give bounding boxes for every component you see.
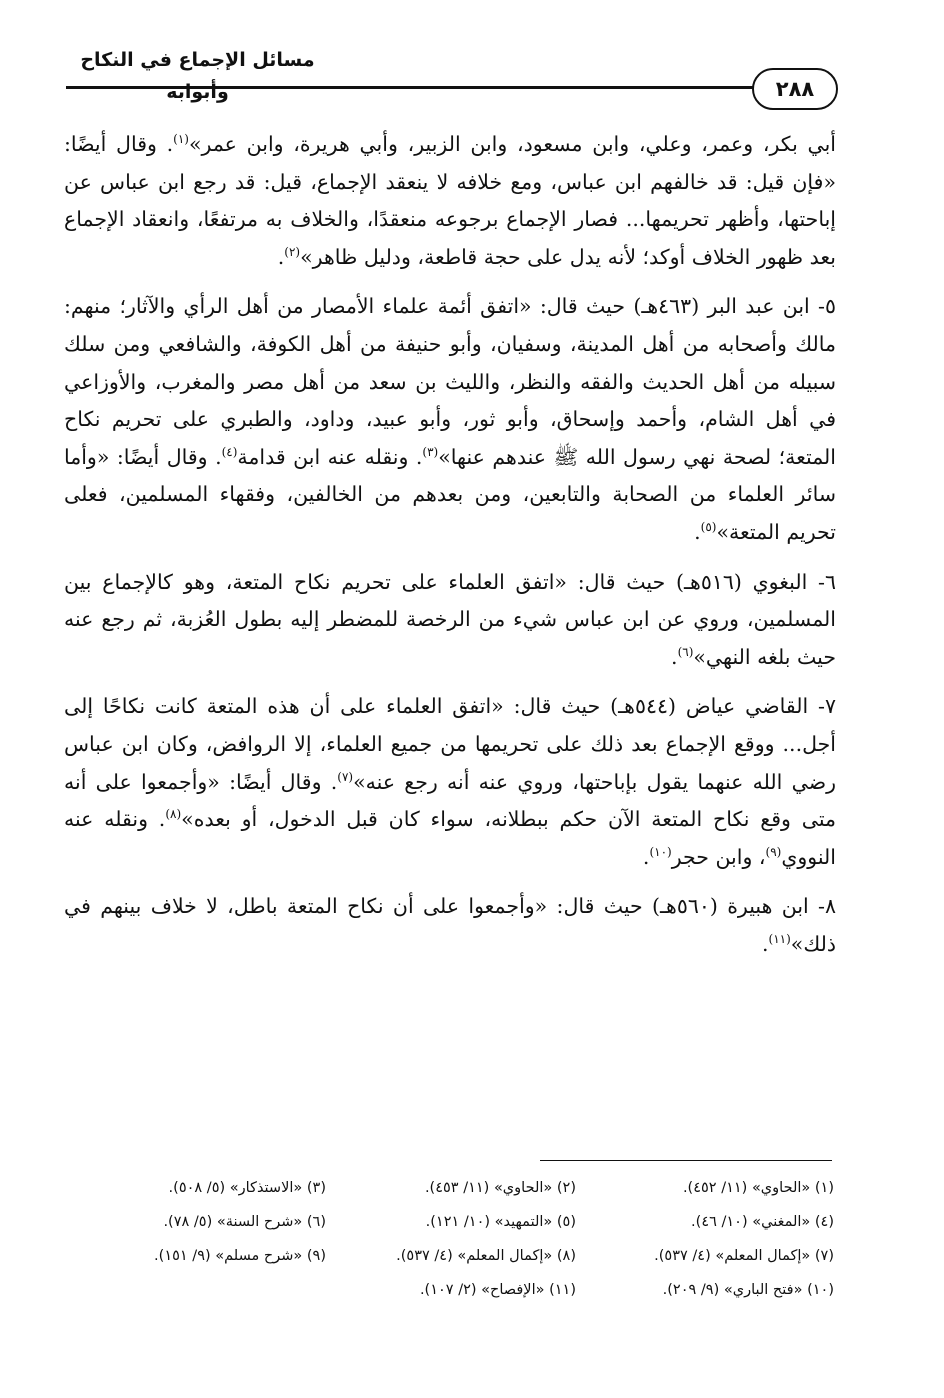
footnote-ref: (٥) <box>700 520 717 535</box>
paragraph: ٧- القاضي عياض (٥٤٤هـ) حيث قال: «اتفق العلماء على أن هذه المتعة كانت نكاحًا إلى أجل... ووقع الإجماع بعد ذلك على تحريمها من جميع العلماء، إلا الروافض، وكان ابن عباس رضي الله عنهما يقول بإباحتها، وروي عنه أنه رجع عنه»$^{(٧)}$. وقال أيضًا: «وأجمعوا على أنه متى وقع نكاح المتعة الآن حكم ببطلانه، سواء كان قبل الدخول، أو بعده»$^{(٨)}$. ونقله عنه النووي$^{(٩)}$، وابن حجر$^{(١٠)}$. <box>64 694 837 869</box>
footnote: (٨) «إكمال المعلم» (٤/ ٥٣٧). <box>396 1248 576 1264</box>
footnote: (٩) «شرح مسلم» (٩/ ١٥١). <box>154 1248 326 1264</box>
footnote-ref: (٧) <box>337 769 354 784</box>
footnote: (٧) «إكمال المعلم» (٤/ ٥٣٧). <box>654 1248 834 1264</box>
footnote: (٤) «المغني» (١٠/ ٤٦). <box>691 1214 834 1230</box>
paragraph: أبي بكر، وعمر، وعلي، وابن مسعود، وابن الزبير، وأبي هريرة، وابن عمر»$^{(١)}$. وقال أيضًا: «فإن قيل: قد خالفهم ابن عباس، ومع خلافه لا ينعقد الإجماع، قيل: قد رجع ابن عباس عن إباحتها، وأظهر تحريمها... فصار الإجماع برجوعه منعقدًا، والخلاف به مرتفعًا، وانعقاد الإجماع بعد ظهور الخلاف أوكد؛ لأنه يدل على حجة قاطعة، ودليل ظاهر»$^{(٢)}$. <box>64 132 836 269</box>
main-text <box>64 126 836 975</box>
paragraph: ٨- ابن هبيرة (٥٦٠هـ) حيث قال: «وأجمعوا على أن نكاح المتعة باطل، لا خلاف بينهم في ذلك»$^{(١١)}$. <box>64 894 837 956</box>
footnote: (١) «الحاوي» (١١/ ٤٥٢). <box>682 1180 834 1196</box>
page-number-badge: ٢٨٨ <box>752 68 838 110</box>
footnote-ref: (٩) <box>765 844 782 859</box>
paragraph: ٥- ابن عبد البر (٤٦٣هـ) حيث قال: «اتفق أئمة علماء الأمصار من أهل الرأي والآثار؛ منهم: مالك وأصحابه من أهل المدينة، وسفيان، وأبو حنيفة من أهل الكوفة، والشافعي ومن سلك سبيله من أهل الحديث والفقه والنظر، والليث بن سعد من أهل مصر والمغرب، والأوزاعي في أهل الشام، وأحمد وإسحاق، وأبو ثور، وأبو عبيد، وداود، والطبري على تحريم نكاح المتعة؛ لصحة نهي رسول الله ﷺ عندهم عنها»$^{(٣)}$. ونقله عنه ابن قدامة$^{(٤)}$. وقال أيضًا: «وأما سائر العلماء من الصحابة والتابعين، ومن بعدهم من الخالفين، وفقهاء المسلمين، فعلى تحريم المتعة»$^{(٥)}$. <box>64 294 836 544</box>
running-header-title: مسائل الإجماع في النكاح وأبوابه <box>80 49 315 103</box>
footnote-separator <box>540 1160 832 1161</box>
paragraph: ٦- البغوي (٥١٦هـ) حيث قال: «اتفق العلماء على تحريم نكاح المتعة، وهو كالإجماع بين المسلمين، وروي عن ابن عباس شيء من الرخصة للمضطر إليه بطول العُزبة، ثم رجع عنه حيث بلغه النهي»$^{(٦)}$. <box>64 569 836 669</box>
footnote-ref: (٨) <box>165 807 182 822</box>
footnote-ref: (٢) <box>284 244 301 259</box>
footnote-ref: (٦) <box>677 644 694 659</box>
footnote-ref: (٣) <box>422 444 439 459</box>
footnote: (٥) «التمهيد» (١٠/ ١٢١). <box>425 1214 576 1230</box>
footnote-ref: (١) <box>173 132 189 147</box>
footnote: (٢) «الحاوي» (١١/ ٤٥٣). <box>424 1180 576 1196</box>
footnote: (٦) «شرح السنة» (٥/ ٧٨). <box>163 1214 326 1230</box>
footnote-ref: (٤) <box>221 444 238 459</box>
header-rule <box>66 86 756 89</box>
footnotes <box>82 1176 834 1302</box>
footnote-ref: (١١) <box>768 932 791 947</box>
footnote: (٣) «الاستذكار» (٥/ ٥٠٨). <box>168 1180 326 1196</box>
footnote: (١٠) «فتح الباري» (٩/ ٢٠٩). <box>662 1282 834 1298</box>
footnote-ref: (١٠) <box>649 844 672 859</box>
footnote: (١١) «الإفصاح» (٢/ ١٠٧). <box>419 1282 576 1298</box>
